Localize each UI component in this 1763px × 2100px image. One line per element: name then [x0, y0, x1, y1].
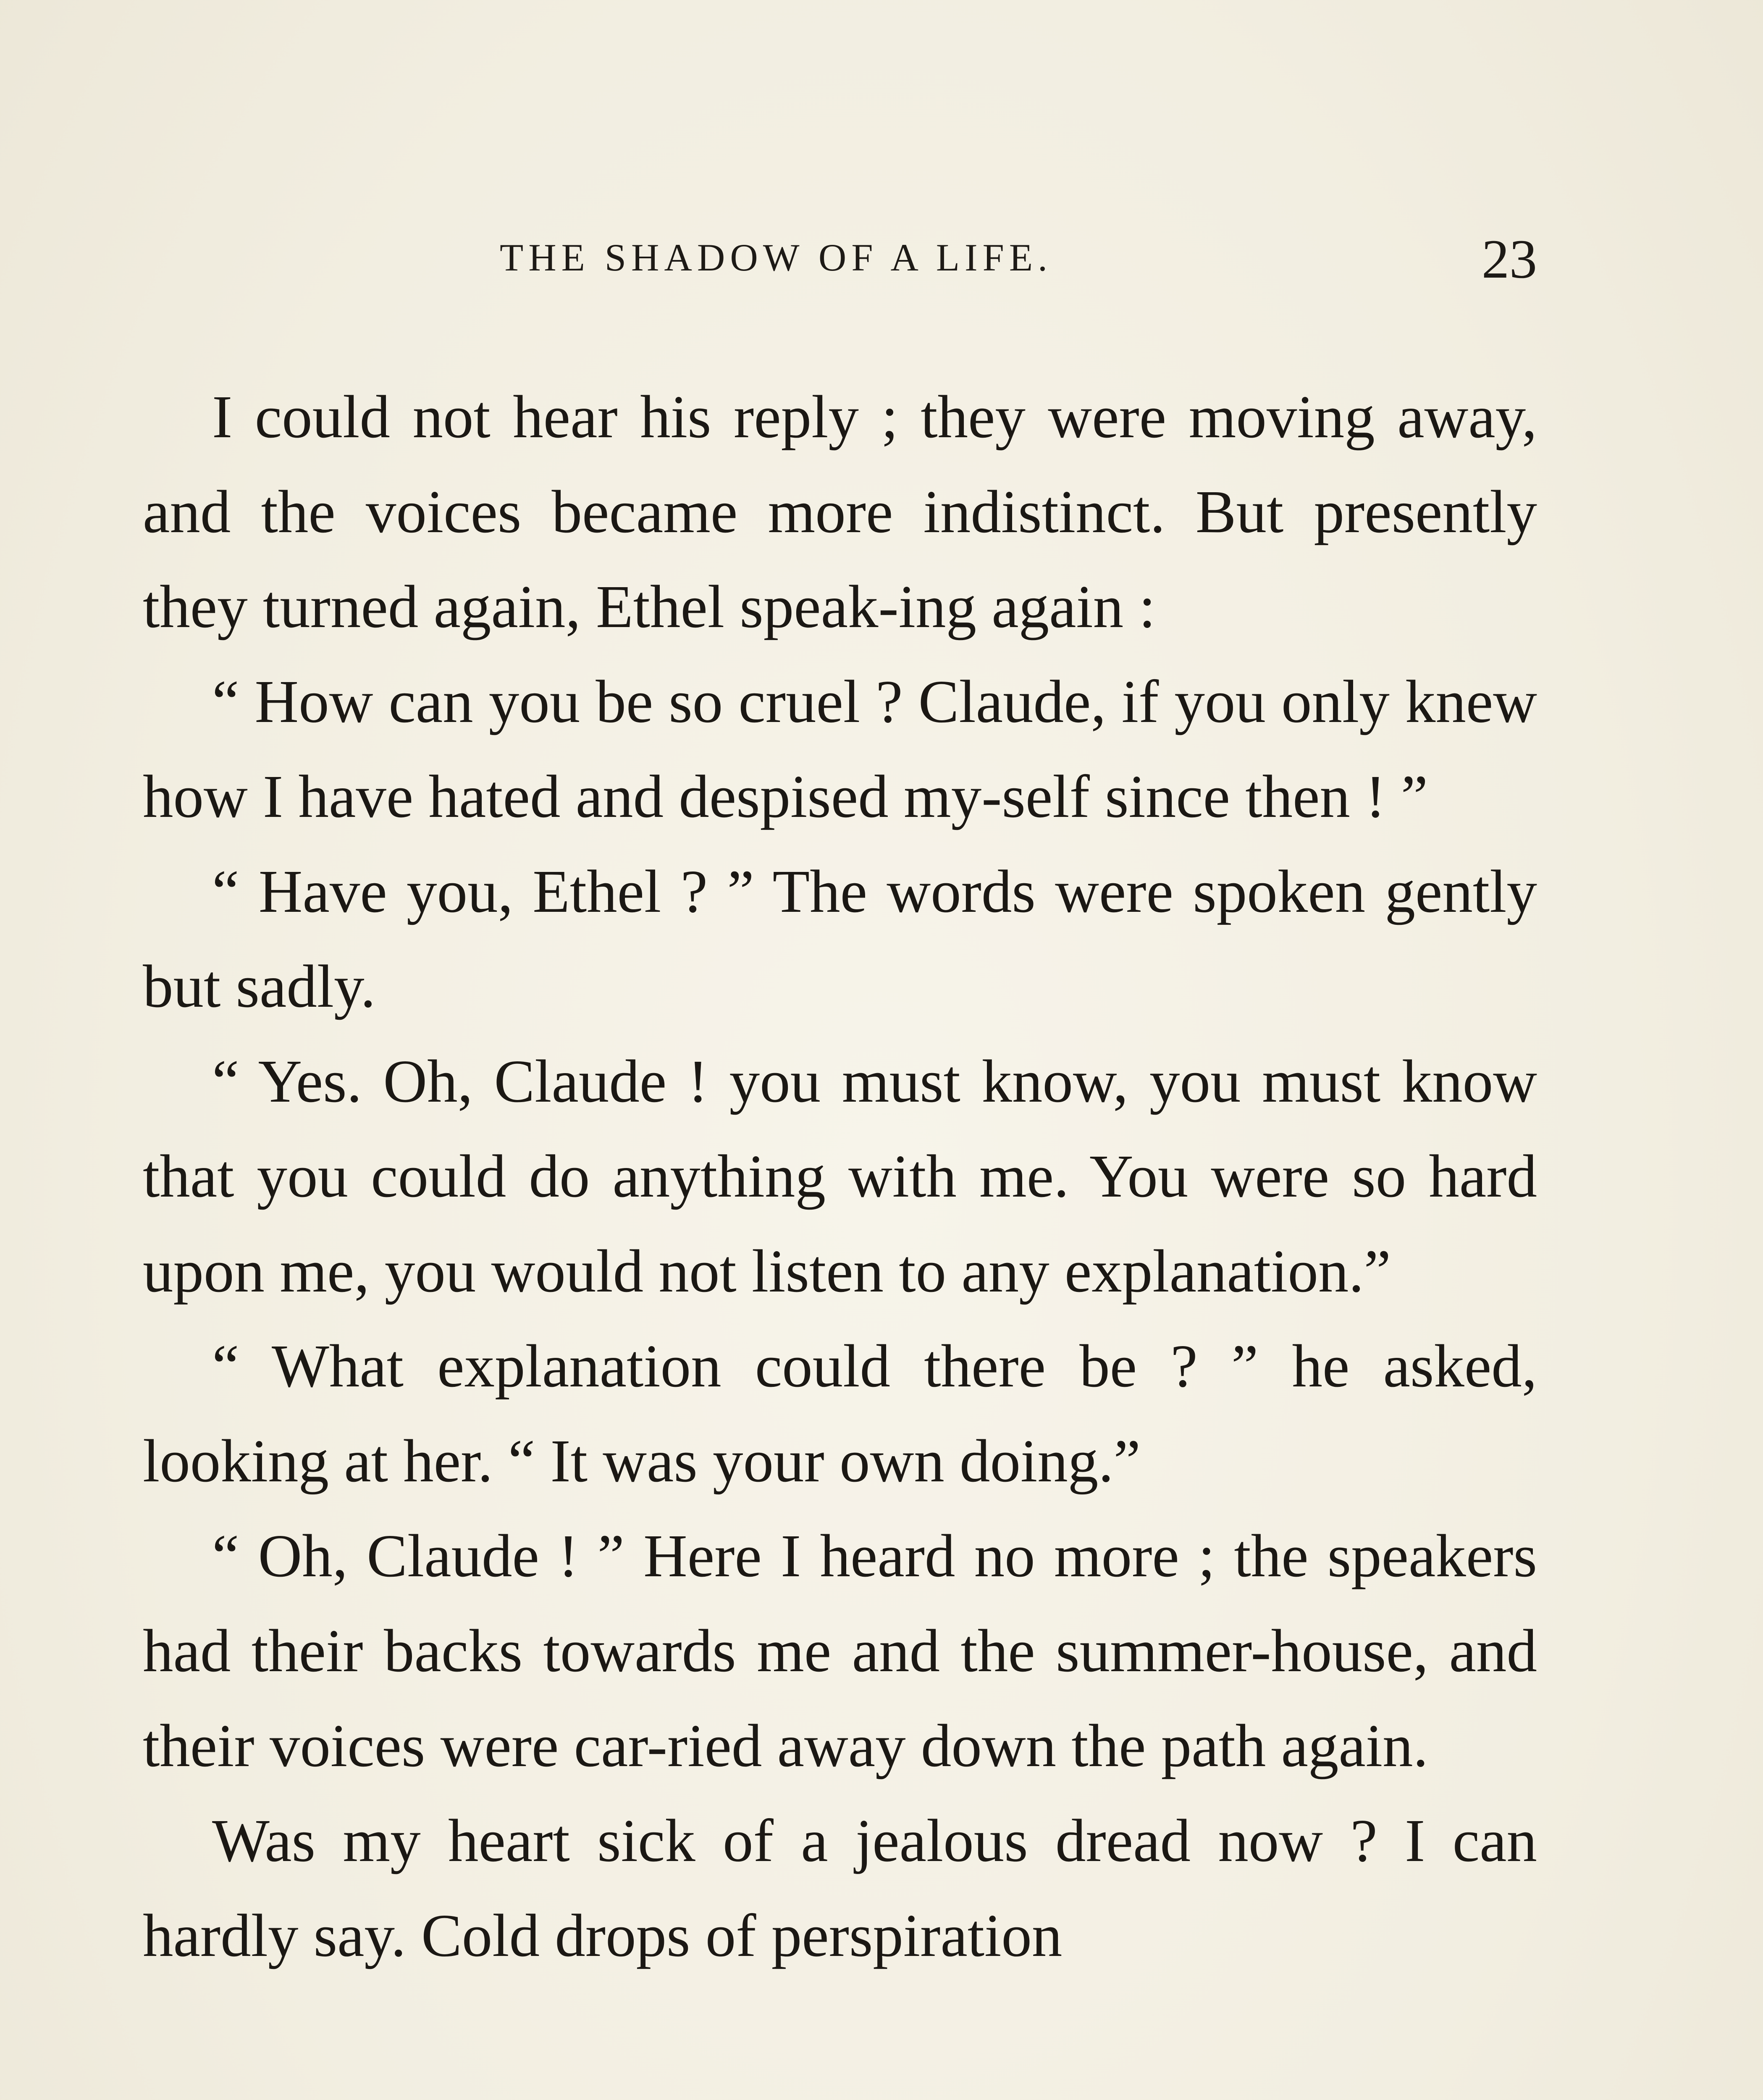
running-title: THE SHADOW OF A LIFE.	[500, 236, 1053, 279]
page-number: 23	[1482, 228, 1537, 290]
paragraph: “ What explanation could there be ? ” he asked, looking at her. “ It was your own doing.”	[143, 1333, 1537, 1495]
paragraph: “ How can you be so cruel ? Claude, if you only knew how I have hated and despised my-self since then ! ”	[143, 668, 1537, 830]
paragraph: “ Yes. Oh, Claude ! you must know, you must know that you could do anything with me. You were so hard upon me, you would not listen to any explanation.”	[143, 1048, 1537, 1305]
paragraph: Was my heart sick of a jealous dread now ? I can hardly say. Cold drops of perspiration	[143, 1807, 1537, 1969]
paragraph: I could not hear his reply ; they were moving away, and the voices became more indistinct. But presently they turned again, Ethel speak-ing again :	[143, 383, 1537, 640]
paragraph: “ Oh, Claude ! ” Here I heard no more ; the speakers had their backs towards me and the summer-house, and their voices were car-ried away down the path again.	[143, 1522, 1537, 1780]
page-header	[143, 227, 1537, 294]
paragraph: “ Have you, Ethel ? ” The words were spoken gently but sadly.	[143, 858, 1537, 1020]
body-text	[143, 370, 1537, 1983]
